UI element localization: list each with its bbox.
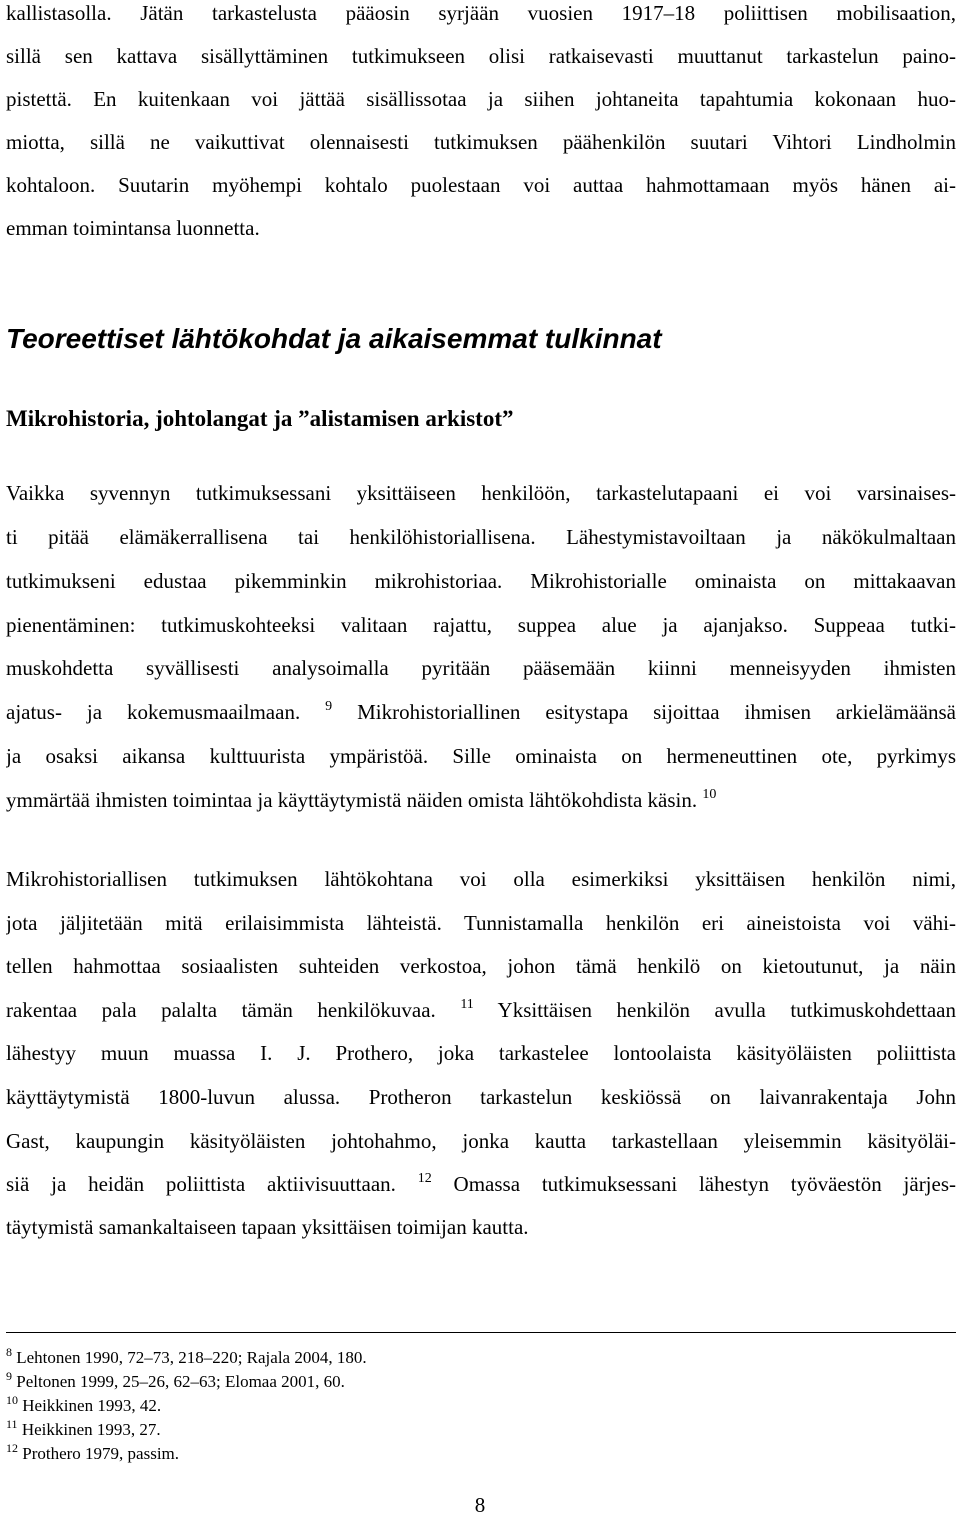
footnote-9 [6,1371,345,1393]
footnote-separator [6,1332,956,1333]
para2-line-5: lähestyy muun muassa I. J. Prothero, joka tarkastelee lontoolaista käsityöläisten poliittista [6,1041,956,1065]
para2-line-7: Gast, kaupungin käsityöläisten johtohahmo, jonka kautta tarkastellaan yleisemmin käsityöläi- [6,1129,956,1153]
para1-line-8-text: ymmärtää ihmisten toimintaa ja käyttäytymistä näiden omista lähtökohdista käsin. [6,788,698,812]
intro-line-3: pistettä. En kuitenkaan voi jättää sisällissotaa ja siihen johtaneita tapahtumia kokonaan huo- [6,87,956,111]
footnote-ref-9: 9 [325,699,333,714]
footnote-number: 9 [6,1369,12,1383]
para2-line-6: käyttäytymistä 1800-luvun alussa. Protheron tarkastelun keskiössä on laivanrakentaja John [6,1085,956,1109]
footnote-ref-12: 12 [417,1171,432,1186]
footnote-number: 8 [6,1345,12,1359]
footnote-8 [6,1347,367,1369]
para2-line-4-text-b: Yksittäisen henkilön avulla tutkimuskohdettaan [497,998,956,1022]
para1-line-6-text-a: ajatus- ja kokemusmaailmaan. [6,700,301,724]
intro-line-1: kallistasolla. Jätän tarkastelusta pääosin syrjään vuosien 1917–18 poliittisen mobilisaation, [6,1,956,25]
para1-line-8 [6,787,956,813]
para2-line-8-text-b: Omassa tutkimuksessani lähestyn työväestön järjes- [453,1172,956,1196]
para2-line-2: jota jäljitetään mitä erilaisimmista lähteistä. Tunnistamalla henkilön eri aineistoista voi vähi- [6,911,956,935]
footnote-10 [6,1395,161,1417]
para2-line-4-text-a: rakentaa pala palalta tämän henkilökuvaa. [6,998,436,1022]
intro-line-5: kohtaloon. Suutarin myöhempi kohtalo puolestaan voi auttaa hahmottamaan myös hänen ai- [6,173,956,197]
para2-line-3: tellen hahmottaa sosiaalisten suhteiden verkostoa, johon tämä henkilö on kietoutunut, ja näin [6,954,956,978]
footnote-12 [6,1443,179,1465]
page-number: 8 [474,1493,486,1517]
para1-line-7: ja osaksi aikansa kulttuurista ympäristöä. Sille ominaista on hermeneuttinen ote, pyrkimys [6,744,956,768]
footnote-text: Peltonen 1999, 25–26, 62–63; Elomaa 2001, 60. [16,1372,345,1391]
footnote-text: Heikkinen 1993, 27. [21,1420,161,1439]
para2-line-1: Mikrohistoriallisen tutkimuksen lähtökohtana voi olla esimerkiksi yksittäisen henkilön nimi, [6,867,956,891]
footnote-text: Lehtonen 1990, 72–73, 218–220; Rajala 2004, 180. [16,1348,367,1367]
footnote-ref-11: 11 [460,997,474,1012]
para1-line-4: pienentäminen: tutkimuskohteeksi valitaan rajattu, suppea alue ja ajanjakso. Suppeaa tutki- [6,613,956,637]
para2-line-8-text-a: siä ja heidän poliittista aktiivisuuttaan. [6,1172,396,1196]
footnote-number: 12 [6,1441,18,1455]
intro-line-2: sillä sen kattava sisällyttäminen tutkimukseen olisi ratkaisevasti muuttanut tarkastelun paino- [6,44,956,68]
footnote-text: Prothero 1979, passim. [22,1444,180,1463]
para1-line-3: tutkimukseni edustaa pikemminkin mikrohistoriaa. Mikrohistorialle ominaista on mittakaavan [6,569,956,593]
para2-line-4 [6,997,956,1023]
subsection-heading: Mikrohistoria, johtolangat ja ”alistamisen arkistot” [6,406,514,431]
intro-line-6: emman toimintansa luonnetta. [6,216,260,240]
intro-line-4: miotta, sillä ne vaikuttivat olennaisesti tutkimuksen päähenkilön suutari Vihtori Lindholmin [6,130,956,154]
para1-line-1: Vaikka syvennyn tutkimuksessani yksittäiseen henkilöön, tarkastelutapaani ei voi varsinaises- [6,481,956,505]
para1-line-6 [6,699,956,725]
para2-line-8 [6,1171,956,1197]
footnote-ref-10: 10 [702,787,717,802]
para1-line-6-text-b: Mikrohistoriallinen esitystapa sijoittaa ihmisen arkielämäänsä [357,700,956,724]
para1-line-2: ti pitää elämäkerrallisena tai henkilöhistoriallisena. Lähestymistavoiltaan ja näkökulmaltaan [6,525,956,549]
para1-line-5: muskohdetta syvällisesti analysoimalla pyritään pääsemään kiinni menneisyyden ihmisten [6,656,956,680]
footnote-number: 11 [6,1417,18,1431]
para2-line-9: täytymistä samankaltaiseen tapaan yksittäisen toimijan kautta. [6,1215,529,1239]
footnote-number: 10 [6,1393,18,1407]
footnote-11 [6,1419,161,1441]
section-heading: Teoreettiset lähtökohdat ja aikaisemmat tulkinnat [6,323,662,354]
footnote-text: Heikkinen 1993, 42. [22,1396,162,1415]
